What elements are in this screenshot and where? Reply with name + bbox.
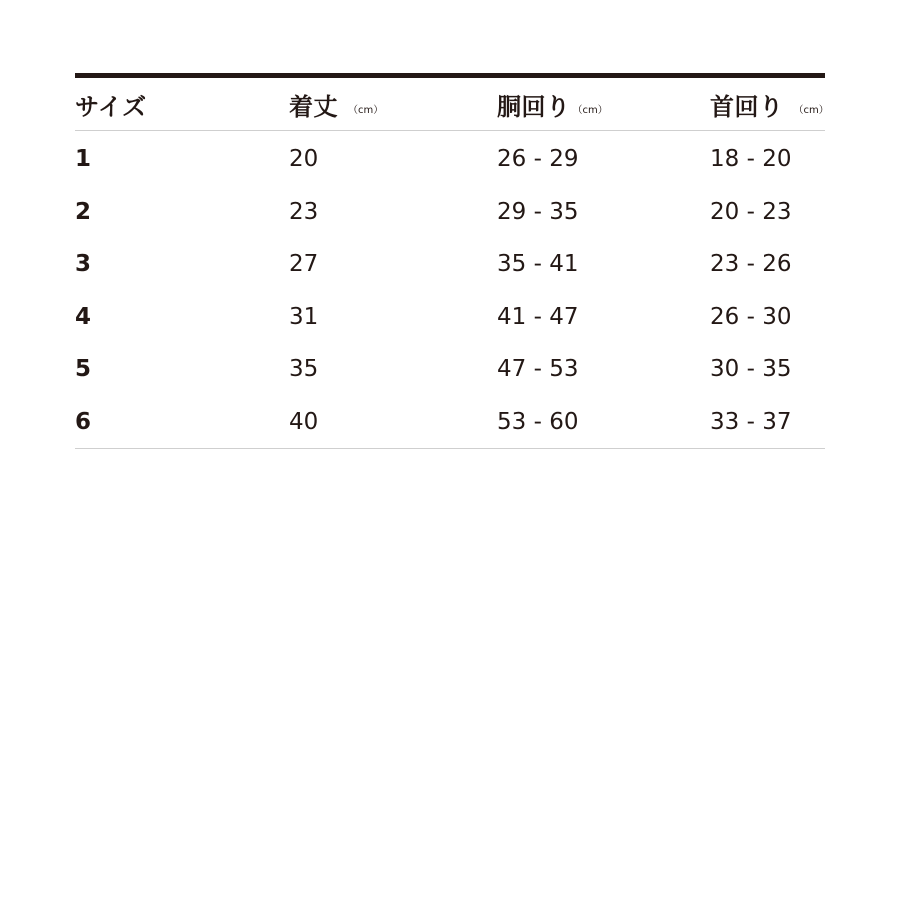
header-size-label: サイズ: [75, 92, 147, 121]
cell-neck: 18 - 20: [710, 146, 792, 173]
cell-neck: 20 - 23: [710, 198, 792, 225]
cell-size: 5: [75, 356, 92, 383]
table-row: [75, 396, 825, 449]
cell-size: 2: [75, 198, 92, 225]
cell-waist: 53 - 60: [497, 408, 579, 435]
table-row: [75, 238, 825, 291]
cell-waist: 29 - 35: [497, 198, 579, 225]
table-header-row: [75, 78, 829, 131]
header-size: [75, 78, 147, 130]
header-length-unit: （cm）: [348, 104, 384, 116]
cell-size: 3: [75, 251, 92, 278]
cell-waist: 47 - 53: [497, 356, 579, 383]
header-waist-unit: （cm）: [572, 104, 608, 116]
table-body: [75, 131, 825, 448]
cell-neck: 26 - 30: [710, 303, 792, 330]
cell-length: 31: [289, 303, 319, 330]
cell-length: 23: [289, 198, 319, 225]
cell-size: 4: [75, 303, 92, 330]
header-neck-label: 首回り: [710, 92, 784, 121]
table-row: [75, 291, 825, 344]
cell-neck: 30 - 35: [710, 356, 792, 383]
cell-length: 20: [289, 146, 319, 173]
cell-size: 1: [75, 146, 92, 173]
header-waist: [497, 78, 608, 130]
header-neck: [710, 78, 829, 130]
table-row: [75, 343, 825, 396]
cell-waist: 35 - 41: [497, 251, 579, 278]
cell-waist: 26 - 29: [497, 146, 579, 173]
cell-waist: 41 - 47: [497, 303, 579, 330]
cell-length: 40: [289, 408, 319, 435]
cell-size: 6: [75, 408, 92, 435]
cell-length: 27: [289, 251, 319, 278]
table-bottom-rule: [75, 448, 825, 449]
size-chart-table: [75, 73, 829, 449]
cell-neck: 23 - 26: [710, 251, 792, 278]
table-row: [75, 133, 825, 186]
header-neck-unit: （cm）: [793, 104, 829, 116]
header-length: [289, 78, 383, 130]
cell-neck: 33 - 37: [710, 408, 792, 435]
cell-length: 35: [289, 356, 319, 383]
header-waist-label: 胴回り: [497, 92, 571, 121]
table-row: [75, 186, 825, 239]
header-length-label: 着丈: [289, 92, 338, 121]
